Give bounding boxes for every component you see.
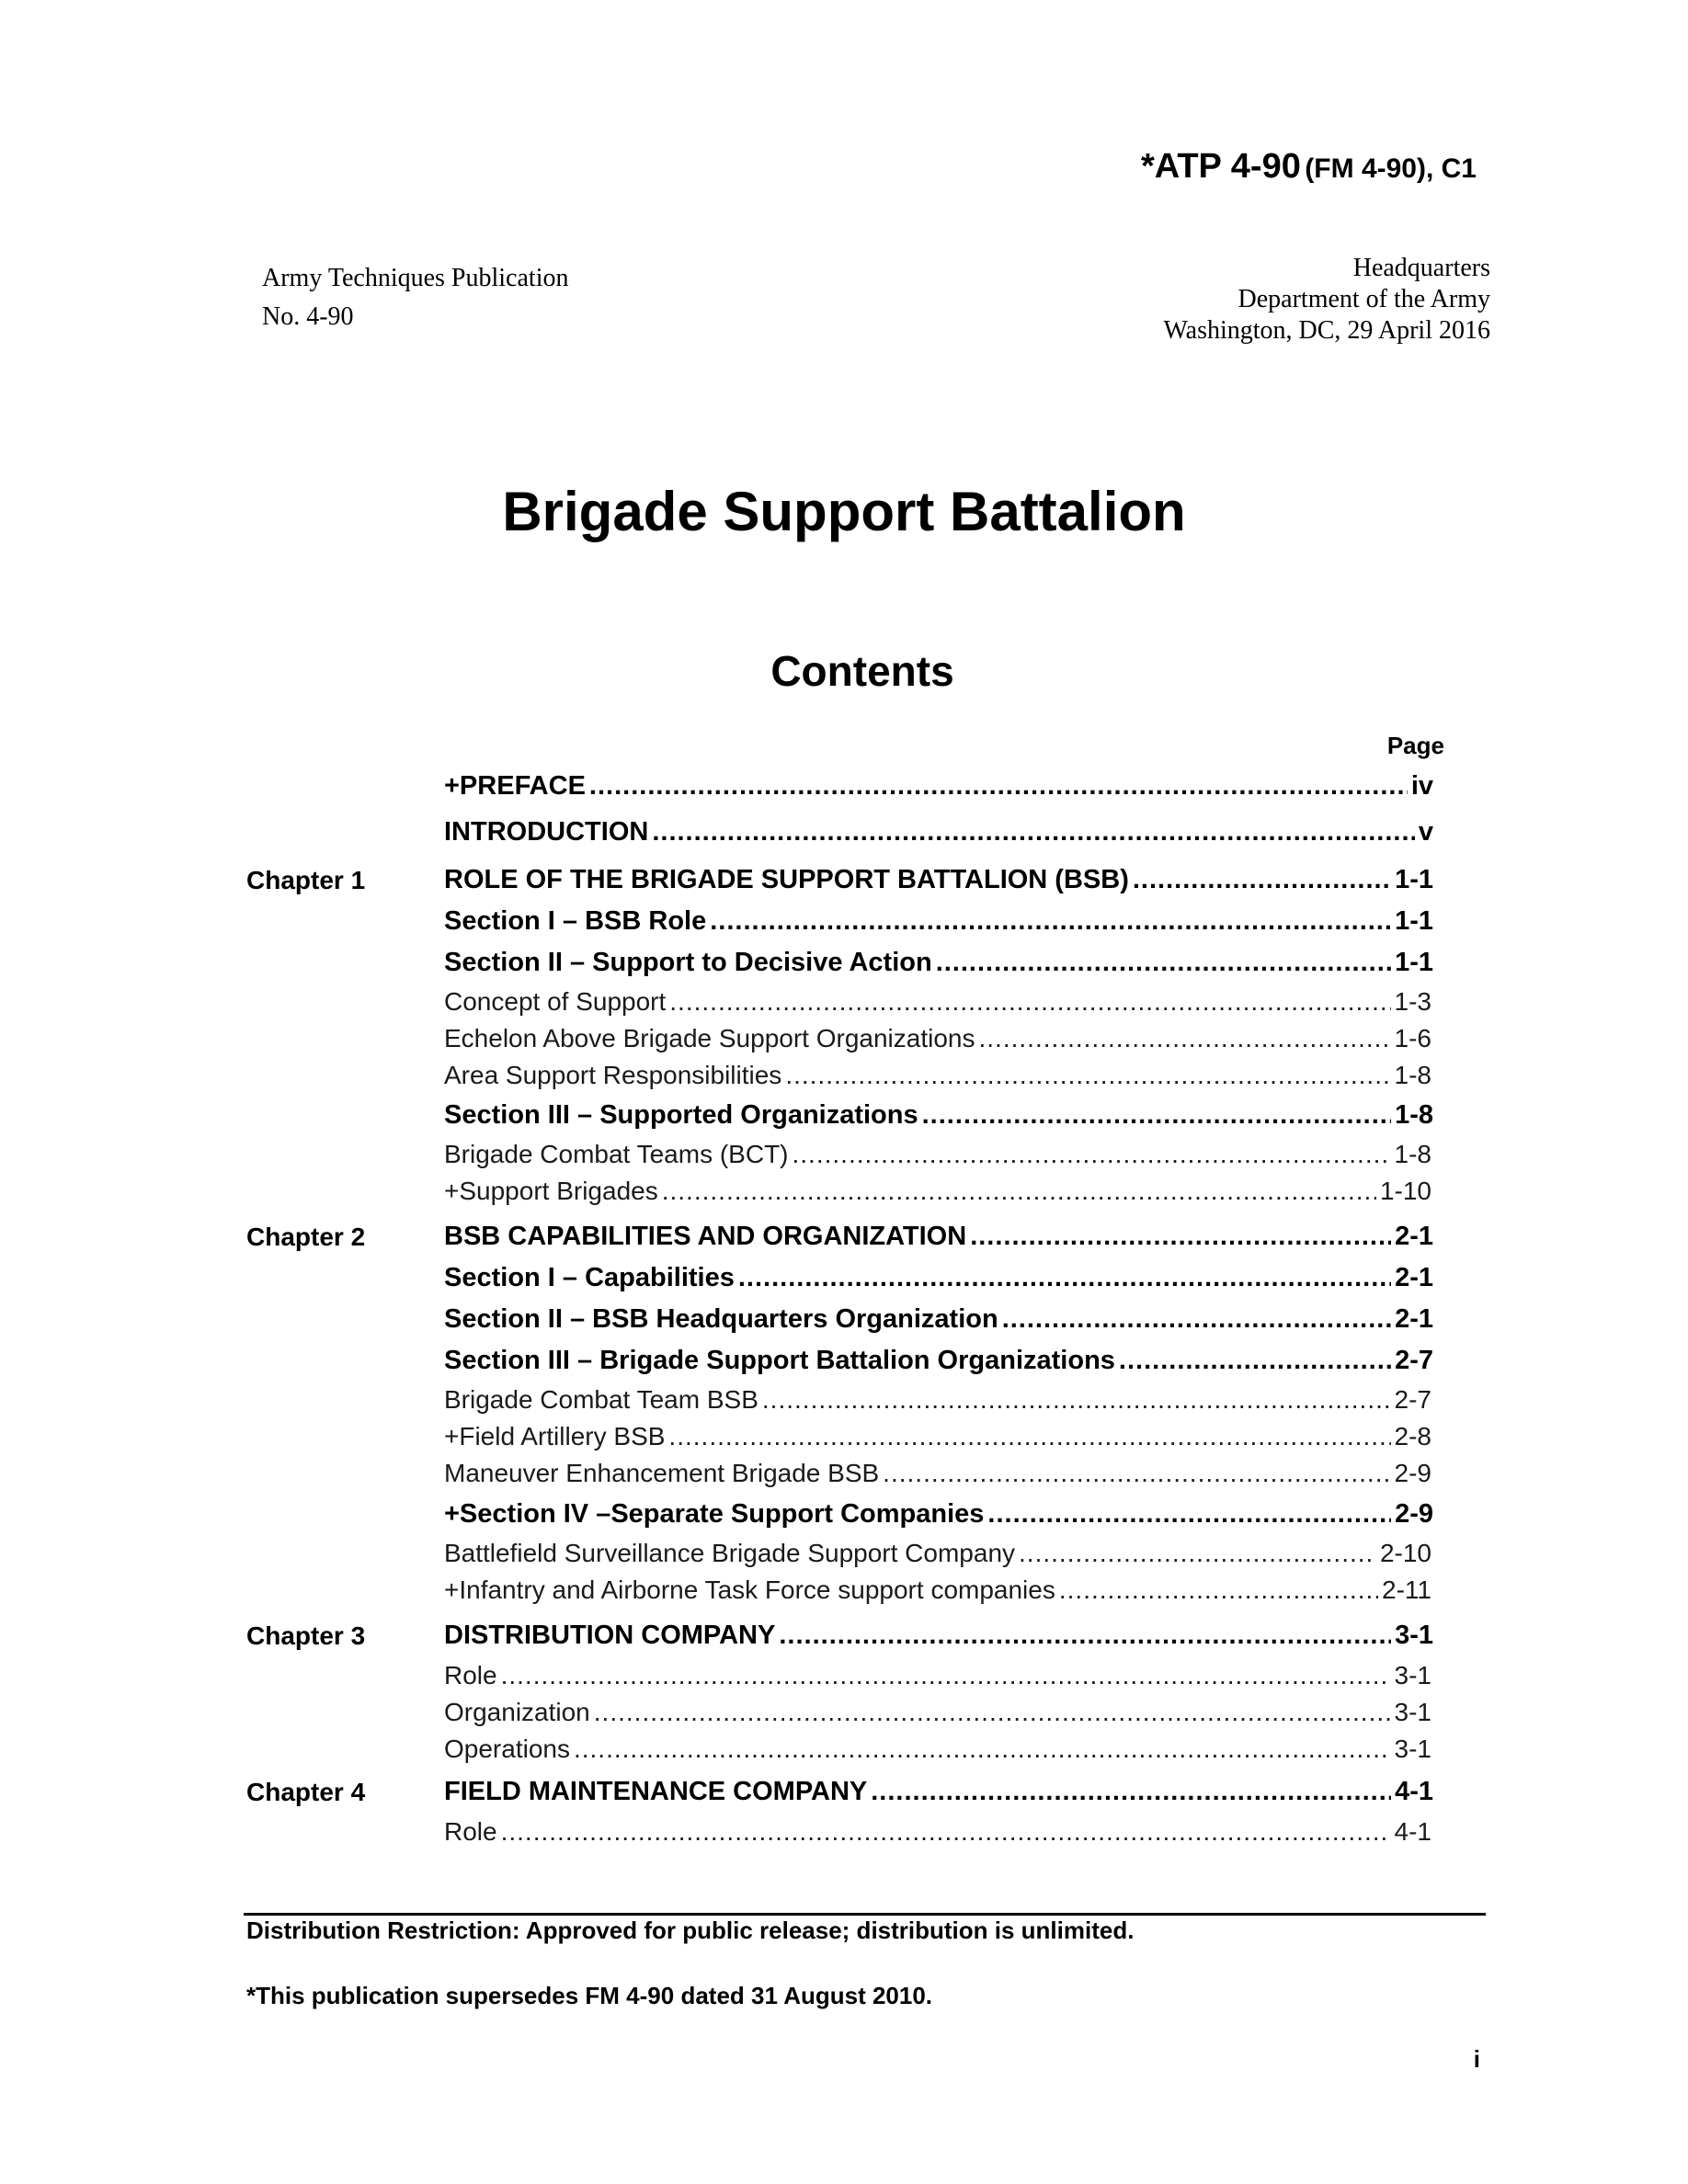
publication-number: No. 4-90 bbox=[262, 302, 354, 331]
toc-entry-line bbox=[444, 1698, 1431, 1727]
toc-entry-title: Section I – BSB Role bbox=[444, 906, 707, 936]
toc-entry-title: Brigade Combat Teams (BCT) bbox=[444, 1140, 789, 1168]
toc-entry-page: 1-1 bbox=[1395, 948, 1433, 977]
toc-entry-page: 1-8 bbox=[1394, 1140, 1431, 1168]
toc-entry[interactable] bbox=[0, 816, 1688, 853]
location-date-line: Washington, DC, 29 April 2016 bbox=[1163, 316, 1490, 345]
toc-entry-page: 3-1 bbox=[1395, 1621, 1433, 1650]
toc-entry-line bbox=[444, 987, 1431, 1017]
toc-entry-title: +Field Artillery BSB bbox=[444, 1422, 666, 1450]
toc-entry-title: Section II – BSB Headquarters Organization bbox=[444, 1304, 998, 1334]
headquarters-block bbox=[1163, 253, 1490, 347]
toc-dot-leader bbox=[1059, 1575, 1378, 1605]
toc-entry[interactable] bbox=[0, 985, 1688, 1022]
toc-entry-line bbox=[444, 1422, 1431, 1451]
toc-entry[interactable] bbox=[0, 1022, 1688, 1059]
toc-chapter-label: Chapter 1 bbox=[246, 866, 366, 894]
toc-entry-line bbox=[444, 1140, 1431, 1169]
toc-entry-title: +Section IV –Separate Support Companies bbox=[444, 1499, 985, 1529]
toc-entry-page: 4-1 bbox=[1394, 1817, 1431, 1846]
toc-entry[interactable] bbox=[0, 1733, 1688, 1769]
page-column-label: Page bbox=[1386, 732, 1444, 759]
toc-entry-title: +PREFACE bbox=[444, 771, 586, 801]
toc-entry[interactable] bbox=[0, 1420, 1688, 1457]
toc-entry-title: Area Support Responsibilities bbox=[444, 1061, 782, 1089]
toc-entry[interactable] bbox=[0, 1175, 1688, 1211]
toc-dot-leader bbox=[762, 1385, 1391, 1415]
toc-dot-leader bbox=[779, 1621, 1391, 1651]
headquarters-line: Headquarters bbox=[1352, 254, 1490, 282]
toc-entry[interactable] bbox=[0, 905, 1688, 942]
toc-dot-leader bbox=[662, 1177, 1376, 1206]
toc-entry-line bbox=[444, 1177, 1431, 1206]
toc-entry-page: 2-9 bbox=[1394, 1459, 1431, 1487]
toc-entry[interactable] bbox=[0, 947, 1688, 984]
toc-entry[interactable] bbox=[0, 1574, 1688, 1610]
toc-entry-page: 2-7 bbox=[1394, 1385, 1431, 1414]
toc-dot-leader bbox=[936, 948, 1391, 978]
toc-entry[interactable] bbox=[0, 1059, 1688, 1096]
toc-entry-page: 1-1 bbox=[1395, 906, 1433, 936]
toc-dot-leader bbox=[652, 817, 1415, 847]
toc-entry-line bbox=[444, 1735, 1431, 1764]
toc-dot-leader bbox=[785, 1061, 1390, 1090]
page-number: i bbox=[1473, 2045, 1480, 2073]
toc-entry-title: Section II – Support to Decisive Action bbox=[444, 948, 932, 977]
toc-dot-leader bbox=[979, 1024, 1391, 1053]
toc-entry-title: Maneuver Enhancement Brigade BSB bbox=[444, 1459, 880, 1487]
toc-entry-line bbox=[444, 1621, 1433, 1651]
toc-entry[interactable] bbox=[0, 1262, 1688, 1299]
toc-dot-leader bbox=[1019, 1539, 1376, 1568]
toc-entry-title: +Infantry and Airborne Task Force support companies bbox=[444, 1575, 1055, 1604]
toc-chapter-label: Chapter 2 bbox=[246, 1223, 366, 1251]
toc-entry-title: Role bbox=[444, 1661, 497, 1689]
toc-entry[interactable] bbox=[0, 1537, 1688, 1574]
toc-entry-page: 2-1 bbox=[1395, 1304, 1433, 1334]
toc-entry-page: 1-8 bbox=[1394, 1061, 1431, 1089]
toc-entry-page: 1-6 bbox=[1394, 1024, 1431, 1052]
toc-dot-leader bbox=[1119, 1346, 1391, 1376]
toc-dot-leader bbox=[589, 771, 1408, 802]
document-identifier bbox=[1141, 147, 1477, 187]
toc-entry-page: 2-1 bbox=[1395, 1222, 1433, 1251]
toc-entry[interactable] bbox=[0, 1099, 1688, 1136]
toc-entry-line bbox=[444, 817, 1433, 847]
toc-entry[interactable] bbox=[0, 1457, 1688, 1494]
toc-dot-leader bbox=[970, 1222, 1391, 1252]
toc-dot-leader bbox=[668, 1422, 1390, 1451]
toc-entry-title: INTRODUCTION bbox=[444, 817, 649, 847]
toc-entry-page: 3-1 bbox=[1394, 1735, 1431, 1763]
toc-entry-line bbox=[444, 1100, 1433, 1131]
toc-entry-line bbox=[444, 771, 1433, 802]
toc-entry-line bbox=[444, 1661, 1431, 1690]
toc-entry-line bbox=[444, 1222, 1433, 1252]
toc-entry-title: BSB CAPABILITIES AND ORGANIZATION bbox=[444, 1222, 967, 1251]
toc-entry-line bbox=[444, 1499, 1433, 1530]
toc-entry-page: 1-8 bbox=[1395, 1100, 1433, 1130]
toc-entry-title: ROLE OF THE BRIGADE SUPPORT BATTALION (BSB) bbox=[444, 865, 1129, 894]
toc-entry-page: v bbox=[1418, 817, 1433, 847]
toc-entry-page: 2-8 bbox=[1394, 1422, 1431, 1450]
toc-entry-line bbox=[444, 948, 1433, 978]
toc-entry-line bbox=[444, 865, 1433, 895]
toc-entry[interactable] bbox=[0, 1498, 1688, 1535]
toc-entry-line bbox=[444, 1777, 1433, 1807]
toc-dot-leader bbox=[594, 1698, 1391, 1727]
toc-dot-leader bbox=[501, 1817, 1391, 1847]
toc-entry-title: Concept of Support bbox=[444, 987, 667, 1016]
document-title: Brigade Support Battalion bbox=[502, 481, 1186, 542]
toc-entry-title: Operations bbox=[444, 1735, 570, 1763]
toc-dot-leader bbox=[987, 1499, 1391, 1530]
toc-entry[interactable] bbox=[0, 1776, 1688, 1813]
toc-entry-line bbox=[444, 1263, 1433, 1293]
distribution-restriction: Distribution Restriction: Approved for public release; distribution is unlimited. bbox=[246, 1917, 1135, 1944]
toc-entry-title: Section III – Brigade Support Battalion Organizations bbox=[444, 1346, 1115, 1375]
publication-type: Army Techniques Publication bbox=[262, 264, 569, 292]
toc-entry-page: 2-1 bbox=[1395, 1263, 1433, 1292]
toc-dot-leader bbox=[871, 1777, 1391, 1807]
doc-id-main: *ATP 4-90 bbox=[1140, 147, 1301, 186]
toc-entry-page: 2-11 bbox=[1382, 1575, 1431, 1604]
toc-entry-page: 3-1 bbox=[1394, 1698, 1431, 1726]
toc-entry-page: 1-1 bbox=[1395, 865, 1433, 894]
toc-entry-page: iv bbox=[1410, 771, 1433, 801]
toc-entry-title: Brigade Combat Team BSB bbox=[444, 1385, 758, 1414]
footer-divider bbox=[244, 1913, 1486, 1916]
toc-dot-leader bbox=[738, 1263, 1391, 1293]
toc-entry-page: 2-10 bbox=[1379, 1539, 1431, 1567]
toc-dot-leader bbox=[1133, 865, 1391, 895]
toc-entry[interactable] bbox=[0, 1138, 1688, 1175]
publication-block bbox=[262, 259, 568, 336]
toc-entry-line bbox=[444, 906, 1433, 937]
toc-entry[interactable] bbox=[0, 1303, 1688, 1340]
toc-entry-line bbox=[444, 1346, 1433, 1376]
toc-entry-title: Organization bbox=[444, 1698, 590, 1726]
toc-entry[interactable] bbox=[0, 1696, 1688, 1733]
toc-entry-page: 2-9 bbox=[1395, 1499, 1433, 1529]
contents-heading: Contents bbox=[770, 647, 954, 695]
toc-entry[interactable] bbox=[0, 1815, 1688, 1852]
toc-entry-title: Section I – Capabilities bbox=[444, 1263, 735, 1292]
toc-entry-title: +Support Brigades bbox=[444, 1177, 658, 1205]
toc-entry[interactable] bbox=[0, 1659, 1688, 1696]
toc-dot-leader bbox=[669, 987, 1390, 1017]
toc-dot-leader bbox=[710, 906, 1391, 937]
toc-entry-page: 3-1 bbox=[1394, 1661, 1431, 1689]
toc-entry[interactable] bbox=[0, 770, 1688, 807]
toc-entry-title: Echelon Above Brigade Support Organizations bbox=[444, 1024, 975, 1052]
supersedes-note: *This publication supersedes FM 4-90 dated 31 August 2010. bbox=[246, 1982, 933, 2009]
toc-dot-leader bbox=[793, 1140, 1391, 1169]
doc-id-sub: (FM 4-90), C1 bbox=[1305, 154, 1477, 184]
department-line: Department of the Army bbox=[1237, 285, 1490, 313]
toc-entry-line bbox=[444, 1539, 1431, 1568]
toc-entry-page: 1-3 bbox=[1394, 987, 1431, 1016]
toc-entry[interactable] bbox=[0, 864, 1688, 901]
toc-entry-title: Role bbox=[444, 1817, 497, 1846]
toc-chapter-label: Chapter 4 bbox=[246, 1778, 366, 1806]
toc-entry-line bbox=[444, 1061, 1431, 1090]
toc-dot-leader bbox=[501, 1661, 1391, 1690]
toc-entry[interactable] bbox=[0, 1620, 1688, 1656]
toc-dot-leader bbox=[883, 1459, 1390, 1488]
toc-entry[interactable] bbox=[0, 1221, 1688, 1257]
toc-entry-page: 4-1 bbox=[1395, 1777, 1433, 1806]
toc-entry-line bbox=[444, 1385, 1431, 1415]
toc-dot-leader bbox=[574, 1735, 1391, 1764]
toc-entry-title: DISTRIBUTION COMPANY bbox=[444, 1621, 776, 1650]
toc-entry[interactable] bbox=[0, 1345, 1688, 1382]
toc-entry-line bbox=[444, 1304, 1433, 1335]
toc-dot-leader bbox=[922, 1100, 1391, 1131]
toc-dot-leader bbox=[1002, 1304, 1391, 1335]
toc-entry-page: 1-10 bbox=[1379, 1177, 1431, 1205]
toc-entry[interactable] bbox=[0, 1383, 1688, 1420]
toc-entry-title: Battlefield Surveillance Brigade Support Company bbox=[444, 1539, 1016, 1567]
toc-entry-page: 2-7 bbox=[1395, 1346, 1433, 1375]
toc-chapter-label: Chapter 3 bbox=[246, 1621, 366, 1650]
toc-entry-line bbox=[444, 1459, 1431, 1488]
toc-entry-line bbox=[444, 1024, 1431, 1053]
toc-entry-title: FIELD MAINTENANCE COMPANY bbox=[444, 1777, 868, 1806]
toc-entry-line bbox=[444, 1575, 1431, 1605]
toc-entry-title: Section III – Supported Organizations bbox=[444, 1100, 918, 1130]
toc-entry-line bbox=[444, 1817, 1431, 1847]
